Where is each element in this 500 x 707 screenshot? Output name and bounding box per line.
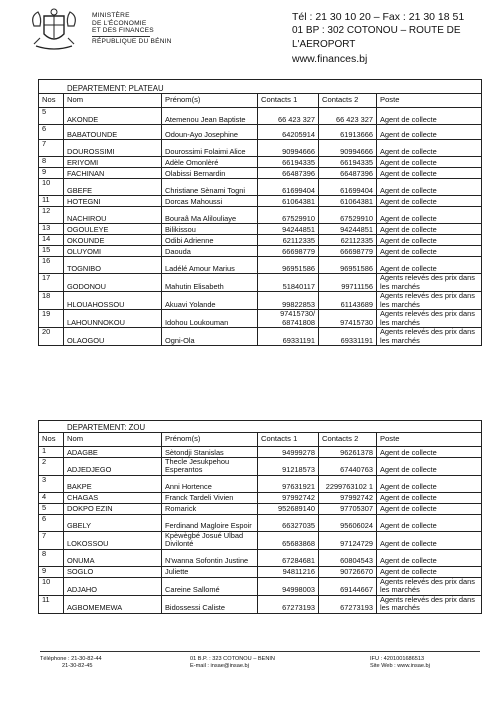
republic-name: RÉPUBLIQUE DU BÉNIN (92, 37, 172, 45)
prenom-cell: Franck Tardeli Vivien (162, 492, 258, 503)
prenom-cell: Kpèwègbé Josué Ulbad Divilonté (162, 531, 258, 549)
table-row (39, 179, 482, 196)
col-header-nom: Nom (64, 94, 162, 108)
prenom-cell: Ferdinand Magloire Espoir (162, 514, 258, 531)
nom-cell: ONUMA (64, 549, 162, 566)
table-row (39, 274, 482, 292)
poste-cell: Agent de collecte (377, 246, 482, 257)
contact2-cell: 99711156 (319, 274, 377, 292)
prenom-cell: Sètondji Stanislas (162, 447, 258, 458)
prenom-cell: Odibi Adrienne (162, 235, 258, 246)
nom-cell: LAHOUNNOKOU (64, 310, 162, 328)
table-row (39, 246, 482, 257)
nom-cell: AGBOMEMEWA (64, 595, 162, 613)
table-row (39, 492, 482, 503)
ministry-line: DE L'ÉCONOMIE (92, 19, 147, 27)
prenom-cell: Akuavi Yolande (162, 292, 258, 310)
contact2-cell: 95606024 (319, 514, 377, 531)
footer-postal: 01 B.P. : 323 COTONOU – BENIN (190, 656, 275, 662)
nom-cell: OLAOGOU (64, 328, 162, 346)
row-number: 12 (39, 207, 64, 224)
contact1-cell: 66327035 (258, 514, 319, 531)
nom-cell: DOKPO EZIN (64, 503, 162, 514)
row-number: 17 (39, 274, 64, 292)
contact2-cell: 61143689 (319, 292, 377, 310)
table-row (39, 157, 482, 168)
poste-cell: Agent de collecte (377, 492, 482, 503)
header-row (39, 94, 482, 108)
row-number: 5 (39, 503, 64, 514)
nom-cell: SOGLO (64, 566, 162, 577)
poste-cell: Agent de collecte (377, 447, 482, 458)
section-title: DEPARTEMENT: ZOU (39, 421, 482, 433)
prenom-cell: Dourossimi Folaimi Alice (162, 140, 258, 157)
table-row (39, 475, 482, 492)
footer-divider (40, 651, 480, 652)
row-number: 9 (39, 168, 64, 179)
row-number: 6 (39, 514, 64, 531)
contact2-cell: 61913666 (319, 125, 377, 140)
table-row (39, 168, 482, 179)
poste-cell: Agent de collecte (377, 179, 482, 196)
prenom-cell: Olabissi Bernardin (162, 168, 258, 179)
contact2-cell: 66487396 (319, 168, 377, 179)
col-header-poste: Poste (377, 94, 482, 108)
footer-site[interactable]: Site Web : www.insae.bj (370, 663, 430, 669)
table-row (39, 140, 482, 157)
footer-phone: Téléphone : 21-30-82-44 (40, 656, 102, 662)
contact1-cell: 62112335 (258, 235, 319, 246)
prenom-cell: Odoun-Ayo Josephine (162, 125, 258, 140)
prenom-cell: Ladélé Amour Marius (162, 257, 258, 274)
table-row (39, 566, 482, 577)
col-header-poste: Poste (377, 433, 482, 447)
contact1-cell: 97992742 (258, 492, 319, 503)
contact2-cell: 67273193 (319, 595, 377, 613)
nom-cell: GODONOU (64, 274, 162, 292)
poste-cell: Agent de collecte (377, 235, 482, 246)
poste-cell: Agent de collecte (377, 503, 482, 514)
row-number: 5 (39, 108, 64, 125)
contact1-cell: 94998003 (258, 577, 319, 595)
contact2-cell: 62112335 (319, 235, 377, 246)
prenom-cell: Ogni-Ola (162, 328, 258, 346)
col-header-prenom: Prénom(s) (162, 94, 258, 108)
row-number: 14 (39, 235, 64, 246)
table-row (39, 531, 482, 549)
row-number: 7 (39, 531, 64, 549)
contact1-cell: 96951586 (258, 257, 319, 274)
poste-cell: Agent de collecte (377, 157, 482, 168)
contact2-cell: 67529910 (319, 207, 377, 224)
section-row (39, 421, 482, 433)
staff-table-zou (38, 420, 482, 614)
divider (92, 36, 150, 37)
poste-cell: Agent de collecte (377, 566, 482, 577)
row-number: 15 (39, 246, 64, 257)
row-number: 6 (39, 125, 64, 140)
table-row (39, 328, 482, 346)
contact1-cell: 66487396 (258, 168, 319, 179)
poste-cell: Agents relevés des prix dans les marchés (377, 274, 482, 292)
row-number: 19 (39, 310, 64, 328)
prenom-cell: Daouda (162, 246, 258, 257)
nom-cell: OLUYOMI (64, 246, 162, 257)
prenom-cell: Mahutin Elisabeth (162, 274, 258, 292)
nom-cell: HOTEGNI (64, 196, 162, 207)
row-number: 8 (39, 549, 64, 566)
contact2-cell: 61699404 (319, 179, 377, 196)
table-row (39, 224, 482, 235)
contact1-cell: 61699404 (258, 179, 319, 196)
row-number: 8 (39, 157, 64, 168)
contact2-cell: 97124729 (319, 531, 377, 549)
letterhead (0, 0, 500, 78)
prenom-cell: Bouraâ Ma Alilouliaye (162, 207, 258, 224)
contact2-cell: 61064381 (319, 196, 377, 207)
ministry-name (92, 12, 172, 45)
contact2-cell: 90726670 (319, 566, 377, 577)
contact1-cell: 94811216 (258, 566, 319, 577)
poste-cell: Agents relevés des prix dans les marchés (377, 310, 482, 328)
col-header-contacts1: Contacts 1 (258, 433, 319, 447)
contact1-cell: 97631921 (258, 475, 319, 492)
table-row (39, 503, 482, 514)
nom-cell: LOKOSSOU (64, 531, 162, 549)
header-contacts (292, 10, 500, 66)
row-number: 3 (39, 475, 64, 492)
section-title: DEPARTEMENT: PLATEAU (39, 80, 482, 94)
row-number: 18 (39, 292, 64, 310)
contact1-cell: 61064381 (258, 196, 319, 207)
nom-cell: DOUROSSIMI (64, 140, 162, 157)
contact1-cell: 67529910 (258, 207, 319, 224)
table-row (39, 514, 482, 531)
nom-cell: FACHINAN (64, 168, 162, 179)
contact2-cell: 67440763 (319, 458, 377, 476)
contact1-cell: 91218573 (258, 458, 319, 476)
contact1-cell: 66 423 327 (258, 108, 319, 125)
footer-ids (370, 656, 430, 670)
prenom-cell: Idohou Loukouman (162, 310, 258, 328)
table-row (39, 310, 482, 328)
footer-phone: 21-30-82-45 (62, 663, 93, 669)
contact2-cell: 69331191 (319, 328, 377, 346)
poste-cell: Agent de collecte (377, 196, 482, 207)
prenom-cell: Careine Sallomé (162, 577, 258, 595)
contact2-cell: 66 423 327 (319, 108, 377, 125)
poste-cell: Agent de collecte (377, 475, 482, 492)
ministry-line: MINISTÈRE (92, 12, 130, 19)
coat-of-arms-logo (28, 6, 80, 54)
nom-cell: BAKPE (64, 475, 162, 492)
row-number: 7 (39, 140, 64, 157)
contact2-cell: 90994666 (319, 140, 377, 157)
poste-cell: Agents relevés des prix dans les marchés (377, 328, 482, 346)
row-number: 11 (39, 196, 64, 207)
col-header-num: Nos (39, 94, 64, 108)
staff-table-plateau (38, 79, 482, 346)
prenom-cell: Christiane Sènami Togni (162, 179, 258, 196)
nom-cell: ADJAHO (64, 577, 162, 595)
prenom-cell: Bidossessi Caliste (162, 595, 258, 613)
prenom-cell: Atemenou Jean Baptiste (162, 108, 258, 125)
poste-cell: Agent de collecte (377, 224, 482, 235)
poste-cell: Agent de collecte (377, 458, 482, 476)
footer-address (190, 656, 275, 670)
contact2-cell: 96951586 (319, 257, 377, 274)
table-row (39, 196, 482, 207)
poste-cell: Agent de collecte (377, 108, 482, 125)
nom-cell: ADAGBE (64, 447, 162, 458)
footer-email[interactable]: E-mail : insae@insae.bj (190, 663, 249, 669)
nom-cell: TOGNIBO (64, 257, 162, 274)
table-row (39, 549, 482, 566)
row-number: 4 (39, 492, 64, 503)
address: 01 BP : 302 COTONOU – ROUTE DE L'AEROPORT (292, 25, 461, 50)
ministry-line: ET DES FINANCES (92, 27, 154, 35)
nom-cell: OGOULEYE (64, 224, 162, 235)
contact1-cell: 69331191 (258, 328, 319, 346)
row-number: 1 (39, 447, 64, 458)
contact2-cell: 60804543 (319, 549, 377, 566)
table-row (39, 207, 482, 224)
contact1-cell: 66194335 (258, 157, 319, 168)
poste-cell: Agents relevés des prix dans les marchés (377, 577, 482, 595)
contact2-cell: 97415730 (319, 310, 377, 328)
table-row (39, 235, 482, 246)
contact1-cell: 99822853 (258, 292, 319, 310)
nom-cell: NACHIROU (64, 207, 162, 224)
contact2-cell: 97705307 (319, 503, 377, 514)
table-row (39, 577, 482, 595)
contact2-cell: 66698779 (319, 246, 377, 257)
poste-cell: Agent de collecte (377, 125, 482, 140)
contact1-cell: 97415730/ 68741808 (258, 310, 319, 328)
row-number: 16 (39, 257, 64, 274)
nom-cell: GBELY (64, 514, 162, 531)
section-row (39, 80, 482, 94)
table-row (39, 447, 482, 458)
poste-cell: Agent de collecte (377, 207, 482, 224)
row-number: 10 (39, 179, 64, 196)
contact1-cell: 65683868 (258, 531, 319, 549)
col-header-contacts2: Contacts 2 (319, 433, 377, 447)
nom-cell: BABATOUNDE (64, 125, 162, 140)
poste-cell: Agent de collecte (377, 168, 482, 179)
prenom-cell: Thecle Jesukpehou Esperantos (162, 458, 258, 476)
contact2-cell: 66194335 (319, 157, 377, 168)
nom-cell: GBEFE (64, 179, 162, 196)
row-number: 13 (39, 224, 64, 235)
prenom-cell: N'wanna Sofontin Justine (162, 549, 258, 566)
poste-cell: Agent de collecte (377, 549, 482, 566)
poste-cell: Agent de collecte (377, 257, 482, 274)
table-row (39, 125, 482, 140)
contact2-cell: 96261378 (319, 447, 377, 458)
row-number: 20 (39, 328, 64, 346)
col-header-contacts1: Contacts 1 (258, 94, 319, 108)
contact1-cell: 67273193 (258, 595, 319, 613)
poste-cell: Agents relevés des prix dans les marchés (377, 595, 482, 613)
footer-phones (40, 656, 102, 670)
prenom-cell: Anni Hortence (162, 475, 258, 492)
contact1-cell: 94999278 (258, 447, 319, 458)
prenom-cell: Romarick (162, 503, 258, 514)
contact2-cell: 97992742 (319, 492, 377, 503)
col-header-prenom: Prénom(s) (162, 433, 258, 447)
table-row (39, 108, 482, 125)
contact1-cell: 952689140 (258, 503, 319, 514)
nom-cell: CHAGAS (64, 492, 162, 503)
poste-cell: Agent de collecte (377, 140, 482, 157)
contact2-cell: 94244851 (319, 224, 377, 235)
header-row (39, 433, 482, 447)
nom-cell: ADJEDJEGO (64, 458, 162, 476)
col-header-contacts2: Contacts 2 (319, 94, 377, 108)
contact1-cell: 94244851 (258, 224, 319, 235)
row-number: 2 (39, 458, 64, 476)
row-number: 10 (39, 577, 64, 595)
nom-cell: OKOUNDE (64, 235, 162, 246)
table-row (39, 458, 482, 476)
table-row (39, 595, 482, 613)
contact1-cell: 51840117 (258, 274, 319, 292)
contact2-cell: 2299763102 1 (319, 475, 377, 492)
prenom-cell: Adèle Omonlèré (162, 157, 258, 168)
table-row (39, 292, 482, 310)
row-number: 9 (39, 566, 64, 577)
poste-cell: Agent de collecte (377, 531, 482, 549)
contact1-cell: 64205914 (258, 125, 319, 140)
prenom-cell: Bilikissou (162, 224, 258, 235)
nom-cell: ERIYOMI (64, 157, 162, 168)
contact2-cell: 69144667 (319, 577, 377, 595)
footer-ifu: IFU : 4201001686513 (370, 656, 425, 662)
poste-cell: Agents relevés des prix dans les marchés (377, 292, 482, 310)
poste-cell: Agent de collecte (377, 514, 482, 531)
col-header-num: Nos (39, 433, 64, 447)
table-row (39, 257, 482, 274)
prenom-cell: Juliette (162, 566, 258, 577)
contact1-cell: 66698779 (258, 246, 319, 257)
nom-cell: AKONDE (64, 108, 162, 125)
website-link[interactable]: www.finances.bj (292, 53, 368, 65)
prenom-cell: Dorcas Mahoussi (162, 196, 258, 207)
contact1-cell: 67284681 (258, 549, 319, 566)
row-number: 11 (39, 595, 64, 613)
contact1-cell: 90994666 (258, 140, 319, 157)
col-header-nom: Nom (64, 433, 162, 447)
phone-fax: Tél : 21 30 10 20 – Fax : 21 30 18 51 (292, 11, 465, 23)
nom-cell: HLOUAHOSSOU (64, 292, 162, 310)
